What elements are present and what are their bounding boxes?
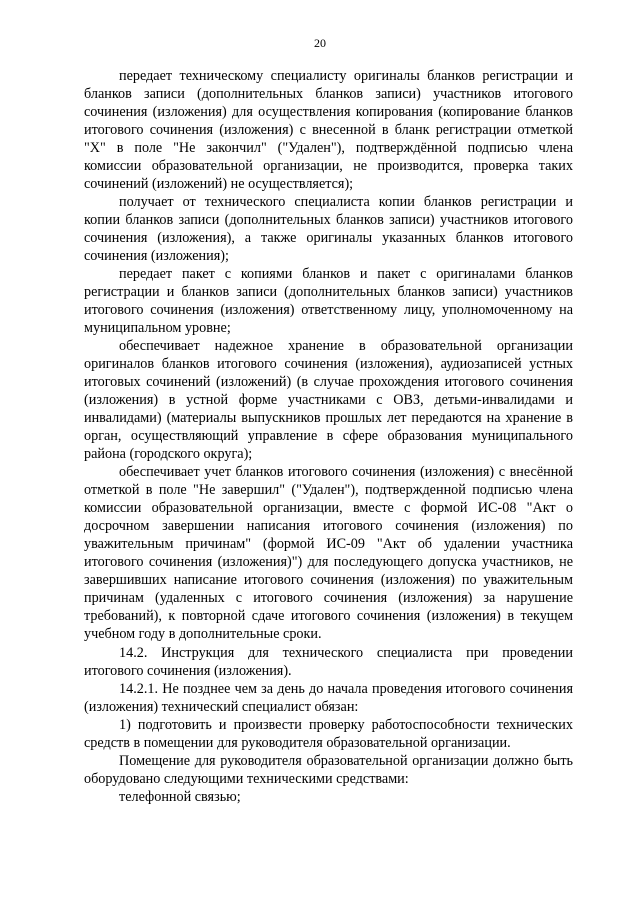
page-number: 20 [314, 36, 326, 50]
paragraph-storage: обеспечивает надежное хранение в образовательной организации оригиналов бланков итогового сочинения (изложения), аудиозаписей устных итоговых сочинений (изложений) (в случае прохождения итогового сочинения (изложения) в устной форме участниками с ОВЗ, детьми-инвалидами и инвалидами) (материалы выпускников прошлых лет передаются на хранение в орган, осуществляющий управление в сфере образования муниципального района (городского округа); [84, 338, 573, 463]
paragraph-room-equipment: Помещение для руководителя образовательной организации должно быть оборудовано следующими техническими средствами: [84, 752, 573, 787]
paragraph-receive-copies: получает от технического специалиста копии бланков регистрации и копии бланков записи (дополнительных бланков записи) участников итогового сочинения (изложения), а также оригиналы указанных бланков итогового сочинения (изложения); [84, 194, 573, 265]
paragraph-item-1: 1) подготовить и произвести проверку работоспособности технических средств в помещении для руководителя образовательной организации. [84, 716, 573, 751]
paragraph-accounting: обеспечивает учет бланков итогового сочинения (изложения) с внесённой отметкой в поле "Не завершил" ("Удален"), подтвержденной подписью члена комиссии образовательной организации, вместе с формой ИС-08 "Акт о досрочном завершении написания итогового сочинения (изложения) по уважительным причинам" (формой ИС-09 "Акт об удалении участника итогового сочинения (изложения)") для последующего допуска участников, не завершивших написание итогового сочинения (изложения) по уважительным причинам (удаленных с итогового сочинения (изложения) за нарушение требований), к повторной сдаче итогового сочинения (изложения) в текущем учебном году в дополнительные сроки. [84, 464, 573, 643]
paragraph-telephone: телефонной связью; [119, 788, 241, 805]
paragraph-transfer-originals: передает техническому специалисту оригиналы бланков регистрации и бланков записи (дополнительных бланков записи) участников итогового сочинения (изложения) для осуществления копирования (копирование бланков итогового сочинения (изложения) с внесенной в бланк регистрации отметкой "X" в поле "Не закончил" ("Удален"), подтверждённой подписью члена комиссии образовательной организации, не производится, проверка таких сочинений (изложений) не осуществляется); [84, 68, 573, 193]
paragraph-section-14-2-1: 14.2.1. Не позднее чем за день до начала проведения итогового сочинения (изложения) технический специалист обязан: [84, 680, 573, 715]
paragraph-section-14-2: 14.2. Инструкция для технического специалиста при проведении итогового сочинения (изложения). [84, 644, 573, 679]
document-body [84, 67, 573, 806]
paragraph-transfer-packages: передает пакет с копиями бланков и пакет с оригиналами бланков регистрации и бланков записи (дополнительных бланков записи) участников итогового сочинения (изложения) ответственному лицу, уполномоченному на муниципальном уровне; [84, 266, 573, 337]
